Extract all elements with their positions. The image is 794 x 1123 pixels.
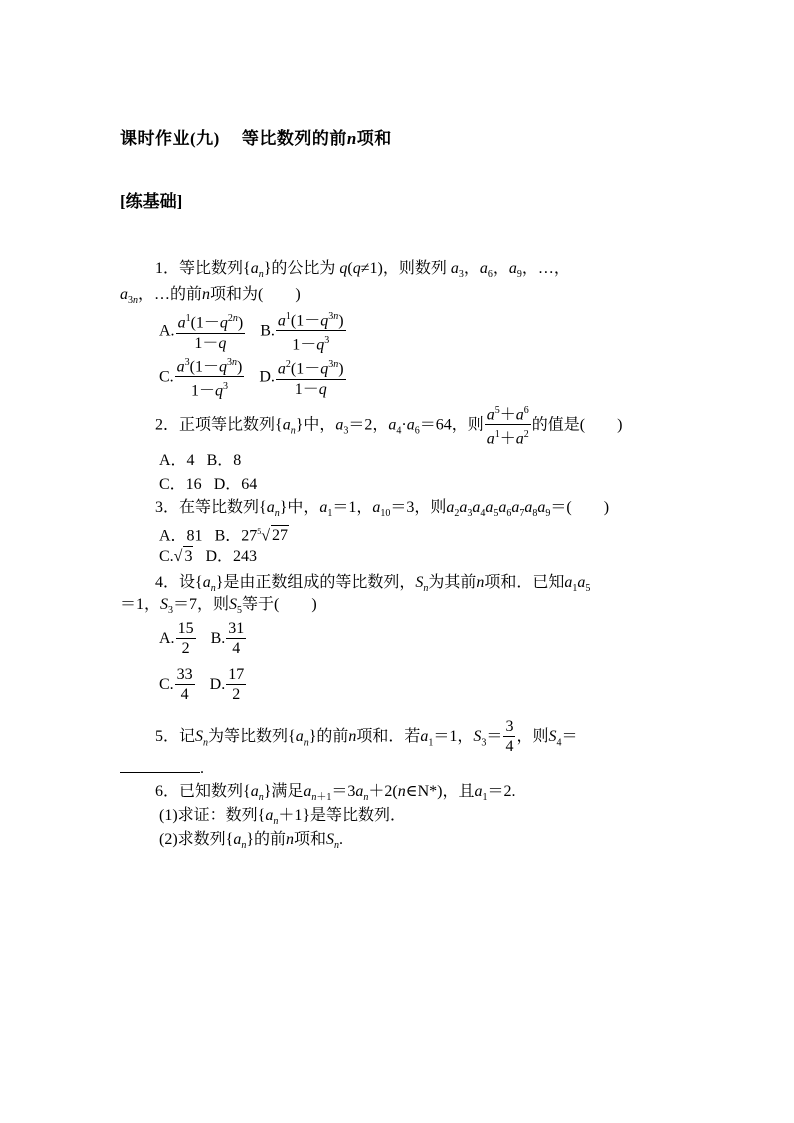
- question-4-options-cd: C. $\frac{33}{4}$ D. $\frac{17}{2}$: [159, 666, 245, 703]
- section-heading: [练基础]: [120, 192, 183, 211]
- question-2-options-ab: A．4 B．8: [159, 452, 242, 469]
- question-1-options-cd: C. $\frac{a^3(1-q^{3n})}{1-q^3}$ D. $\frac{a^2(1-q^{3n})}{1-q}$: [159, 354, 347, 402]
- question-1-options-ab: A. $\frac{a^1(1-q^{2n})}{1-q}$ B. $\frac{a^1(1-q^{3n})}{1-q^3}$: [159, 308, 347, 356]
- question-1-line-2: $a_{3n}$，…的前n项和为( ): [120, 286, 301, 307]
- question-6-stem: 6．已知数列$\{a_n\}$满足$a_{n+1}=3a_n+2(n\in N*)$，且$a_1=2$.: [155, 783, 516, 804]
- question-1-line-1: 1．等比数列$\{a_n\}$的公比为 q(q≠1)，则数列 $a_3$，$a_6$，$a_9$，…，: [155, 260, 570, 281]
- question-5-answer-line: .: [120, 758, 204, 779]
- question-3-options-cd: C.√ 3 D．243: [159, 548, 258, 565]
- page-title: 课时作业(九) 等比数列的前n项和: [120, 129, 392, 148]
- question-6-part-1: (1)求证：数列$\{a_n+1\}$是等比数列．: [159, 807, 407, 828]
- question-2-stem: 2．正项等比数列$\{a_n\}$中，$a_3=2$，$a_4\cdot a_6=64$，则 $\frac{a^5+a^6}{a^1+a^2}$ 的值是( ): [155, 402, 652, 450]
- question-2-options-cd: C．16 D．64: [159, 476, 258, 493]
- question-4-line-1: 4．设$\{a_n\}$是由正数组成的等比数列，$S_n$为其前n项和．已知$a_1a_5$: [155, 574, 591, 595]
- question-4-line-2: ＝1，$S_3=7$，则$S_5$等于( ): [120, 596, 317, 617]
- question-4-options-ab: A. $\frac{15}{2}$ B. $\frac{31}{4}$: [159, 620, 245, 657]
- question-3-stem: 3．在等比数列$\{a_n\}$中，$a_1=1$，$a_{10}=3$，则$a_2a_3a_4a_5a_6a_7a_8a_9=$( ): [155, 499, 610, 520]
- question-6-part-2: (2)求数列$\{a_n\}$的前n项和$S_n$.: [159, 831, 344, 852]
- question-5-stem: 5．记$S_n$为等比数列$\{a_n\}$的前n项和．若$a_1=1$，$S_3=$ $\frac{3}{4}$ ，则$S_4=$: [155, 718, 578, 755]
- answer-blank[interactable]: [120, 758, 200, 773]
- question-3-options-ab: A．81 B．$27^5√$ 27: [159, 527, 289, 545]
